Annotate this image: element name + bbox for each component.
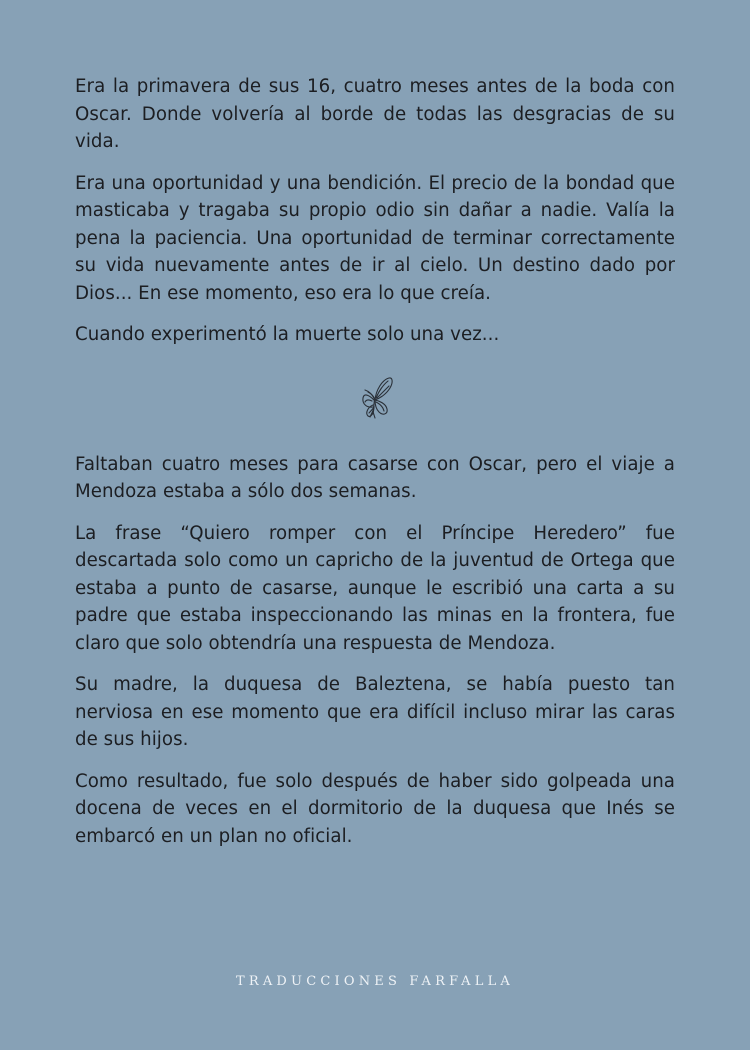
footer-credit: TRADUCCIONES FARFALLA (235, 974, 514, 989)
butterfly-icon (354, 374, 396, 422)
paragraph-2: Era una oportunidad y una bendición. El precio de la bondad que masticaba y tragaba su propio odio sin dañar a nadie. Valía la pena la paciencia. Una oportunidad de terminar correctamente su vida nuevamente antes de ir al cielo. Un destino dado por Dios... En ese momento, eso era lo que creía. (75, 172, 675, 304)
paragraph-4: Faltaban cuatro meses para casarse con Oscar, pero el viaje a Mendoza estaba a sólo dos semanas. (75, 453, 675, 502)
section-divider (75, 363, 675, 433)
page-body (75, 73, 675, 864)
paragraph-1: Era la primavera de sus 16, cuatro meses antes de la boda con Oscar. Donde volvería al borde de todas las desgracias de su vida. (75, 76, 675, 152)
paragraph-3: Cuando experimentó la muerte solo una vez... (75, 324, 500, 345)
paragraph-6: Su madre, la duquesa de Baleztena, se había puesto tan nerviosa en ese momento que era difícil incluso mirar las caras de sus hijos. (75, 674, 675, 750)
paragraph-7: Como resultado, fue solo después de haber sido golpeada una docena de veces en el dormitorio de la duquesa que Inés se embarcó en un plan no oficial. (75, 770, 675, 847)
paragraph-5: La frase “Quiero romper con el Príncipe Heredero” fue descartada solo como un capricho de la juventud de Ortega que estaba a punto de casarse, aunque le escribió una carta a su padre que estaba inspeccionando las minas en la frontera, fue claro que solo obtendría una respuesta de Mendoza. (75, 522, 675, 654)
